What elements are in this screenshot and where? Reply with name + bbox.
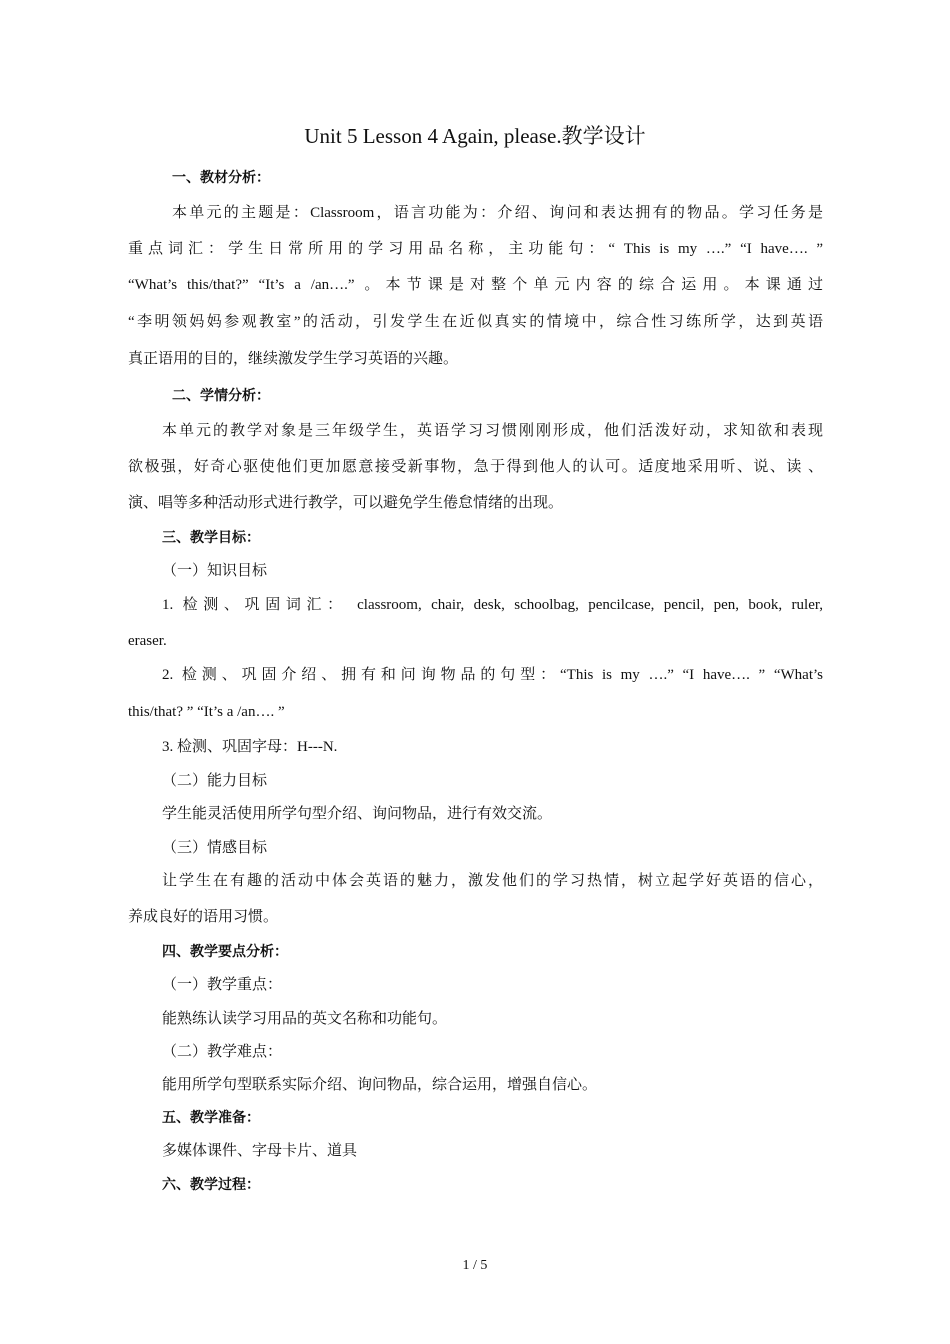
paragraph-line: 让学生在有趣的活动中体会英语的魅力，激发他们的学习热情，树立起学好英语的信心， <box>162 873 823 889</box>
section-heading-analysis: 一、教材分析： <box>172 170 270 186</box>
paragraph-line: 3. 检测、巩固字母：H---N. <box>162 739 338 755</box>
section-heading-process: 六、教学过程： <box>162 1177 260 1193</box>
paragraph-line: “李明领妈妈参观教室”的活动，引发学生在近似真实的情境中，综合性习练所学，达到英语 <box>128 314 823 330</box>
page-number: 1 / 5 <box>462 1258 488 1273</box>
paragraph-line: eraser. <box>128 633 167 649</box>
paragraph-line: 真正语用的目的，继续激发学生学习英语的兴趣。 <box>128 351 459 367</box>
paragraph-line: 重点词汇：学生日常所用的学习用品名称，主功能句：“ This is my ….” “I have…. ” <box>128 241 823 257</box>
section-heading-key-points: 四、教学要点分析： <box>162 944 288 960</box>
paragraph-line: 能用所学句型联系实际介绍、询问物品，综合运用，增强自信心。 <box>162 1077 598 1093</box>
section-heading-learners: 二、学情分析： <box>172 388 270 404</box>
section-heading-preparation: 五、教学准备： <box>162 1110 260 1126</box>
subheading-knowledge: （一）知识目标 <box>162 563 268 579</box>
paragraph-line: 本单元的主题是：Classroom，语言功能为：介绍、询问和表达拥有的物品。学习任务是 <box>172 205 823 221</box>
paragraph-line: 养成良好的语用习惯。 <box>128 909 279 925</box>
paragraph-line: 能熟练认读学习用品的英文名称和功能句。 <box>162 1011 448 1027</box>
paragraph-line: 欲极强，好奇心驱使他们更加愿意接受新事物，急于得到他人的认可。适度地采用听、说、读 、 <box>128 459 823 475</box>
subheading-focus: （一）教学重点： <box>162 977 283 993</box>
paragraph-line: “What’s this/that?” “It’s a /an….” 。本节课是对整个单元内容的综合运用。本课通过 <box>128 277 823 293</box>
subheading-difficulty: （二）教学难点： <box>162 1044 283 1060</box>
paragraph-line: 学生能灵活使用所学句型介绍、询问物品，进行有效交流。 <box>162 806 553 822</box>
paragraph-line: 2. 检测、巩固介绍、拥有和问询物品的句型：“This is my ….” “I have…. ” “What’s <box>162 667 823 683</box>
paragraph-line: 本单元的教学对象是三年级学生，英语学习习惯刚刚形成，他们活泼好动，求知欲和表现 <box>162 423 823 439</box>
document-title: Unit 5 Lesson 4 Again, please.教学设计 <box>304 124 646 148</box>
paragraph-line: 演、唱等多种活动形式进行教学，可以避免学生倦怠情绪的出现。 <box>128 495 564 511</box>
subheading-emotion: （三）情感目标 <box>162 840 268 856</box>
paragraph-line: this/that? ” “It’s a /an…. ” <box>128 704 285 720</box>
section-heading-objectives: 三、教学目标： <box>162 530 260 546</box>
paragraph-line: 1. 检测、巩固词汇： classroom, chair, desk, schoolbag, pencilcase, pencil, pen, book, ruler, <box>162 597 823 613</box>
subheading-ability: （二）能力目标 <box>162 773 268 789</box>
paragraph-line: 多媒体课件、字母卡片、道具 <box>162 1143 358 1159</box>
